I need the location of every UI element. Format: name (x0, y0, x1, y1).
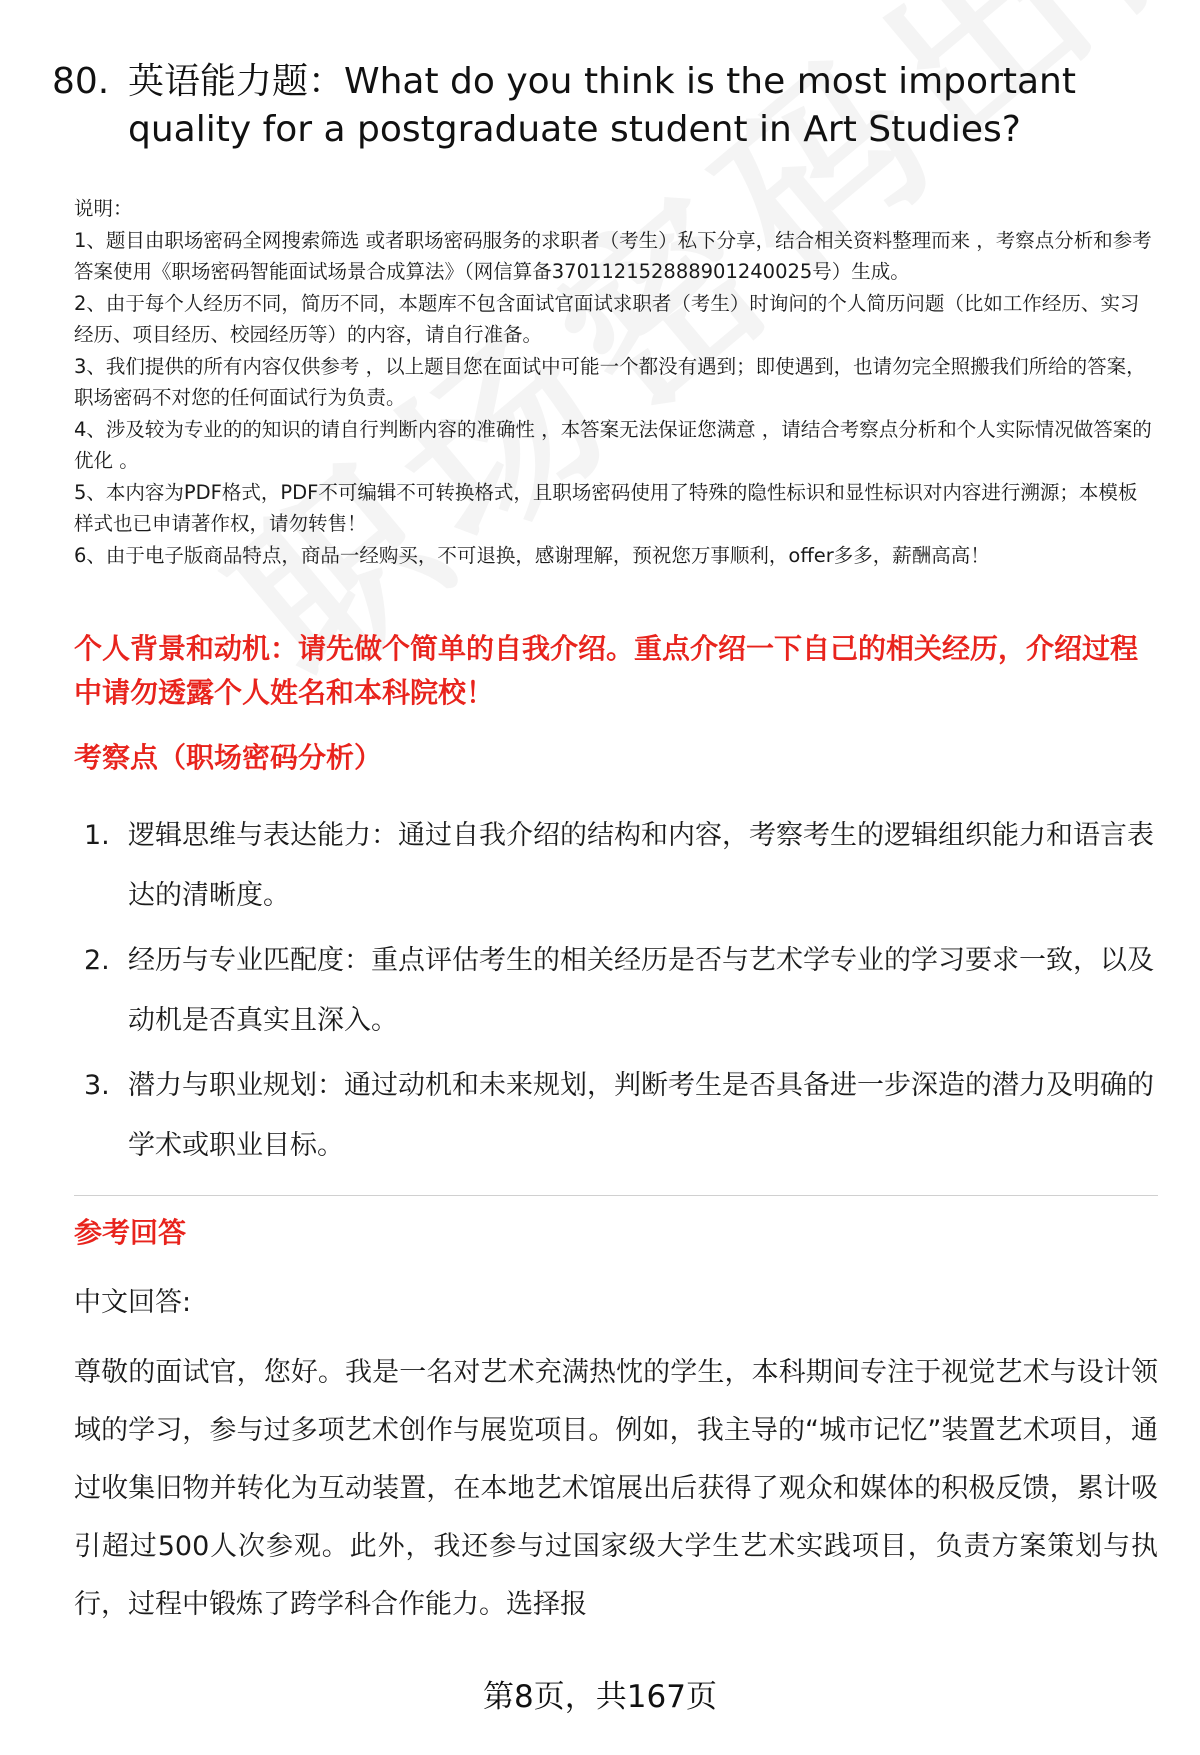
page-footer: 第8页，共167页 (483, 1679, 717, 1715)
question-title (52, 58, 1132, 154)
point-text: 潜力与职业规划：通过动机和未来规划，判断考生是否具备进一步深造的潜力及明确的学术或职业目标。 (128, 1070, 1154, 1161)
note-item: 4、涉及较为专业的的知识的请自行判断内容的准确性 ，本答案无法保证您满意 ，请结合考察点分析和个人实际情况做答案的优化 。 (74, 417, 1152, 472)
intro-heading: 个人背景和动机：请先做个简单的自我介绍。重点介绍一下自己的相关经历，介绍过程中请勿透露个人姓名和本科院校！ (74, 632, 1139, 709)
point-index: 3. (84, 1070, 110, 1101)
note-item: 6、由于电子版商品特点，商品一经购买，不可退换，感谢理解，预祝您万事顺利，offer多多，薪酬高高！ (74, 543, 990, 567)
analysis-points (74, 806, 1154, 1181)
answer-heading: 参考回答 (74, 1216, 187, 1249)
point-index: 2. (84, 945, 110, 976)
note-item: 3、我们提供的所有内容仅供参考 ，以上题目您在面试中可能一个都没有遇到；即使遇到，也请勿完全照搬我们所给的答案，职场密码不对您的任何面试行为负责。 (74, 354, 1146, 409)
analysis-point (74, 806, 1154, 926)
analysis-heading: 考察点（职场密码分析） (74, 741, 383, 774)
question-number: 80. (52, 61, 110, 102)
point-text: 经历与专业匹配度：重点评估考生的相关经历是否与艺术学专业的学习要求一致，以及动机是否真实且深入。 (128, 945, 1154, 1036)
chinese-answer-label: 中文回答: (74, 1287, 192, 1318)
note-item: 1、题目由职场密码全网搜索筛选 或者职场密码服务的求职者（考生）私下分享，结合相关资料整理而来 ，考察点分析和参考答案使用《职场密码智能面试场景合成算法》（网信算备370112152888901240025号）生成。 (74, 228, 1152, 283)
analysis-point (74, 1056, 1154, 1176)
notes-title: 说明： (74, 197, 133, 220)
question-text: 英语能力题：What do you think is the most important quality for a postgraduate student in Art Studies? (128, 61, 1076, 150)
notes-section (74, 193, 1154, 571)
analysis-point (74, 931, 1154, 1051)
point-text: 逻辑思维与表达能力：通过自我介绍的结构和内容，考察考生的逻辑组织能力和语言表达的清晰度。 (128, 820, 1154, 911)
answer-body: 尊敬的面试官，您好。我是一名对艺术充满热忱的学生，本科期间专注于视觉艺术与设计领域的学习，参与过多项艺术创作与展览项目。例如，我主导的“城市记忆”装置艺术项目，通过收集旧物并转化为互动装置，在本地艺术馆展出后获得了观众和媒体的积极反馈，累计吸引超过500人次参观。此外，我还参与过国家级大学生艺术实践项目，负责方案策划与执行，过程中锻炼了跨学科合作能力。选择报 (74, 1357, 1158, 1620)
point-index: 1. (84, 820, 110, 851)
section-divider (74, 1195, 1158, 1196)
note-item: 5、本内容为PDF格式，PDF不可编辑不可转换格式，且职场密码使用了特殊的隐性标识和显性标识对内容进行溯源；本模板样式也已申请著作权，请勿转售！ (74, 480, 1138, 535)
note-item: 2、由于每个人经历不同，简历不同，本题库不包含面试官面试求职者（考生）时询问的个人简历问题（比如工作经历、实习经历、项目经历、校园经历等）的内容，请自行准备。 (74, 291, 1140, 346)
